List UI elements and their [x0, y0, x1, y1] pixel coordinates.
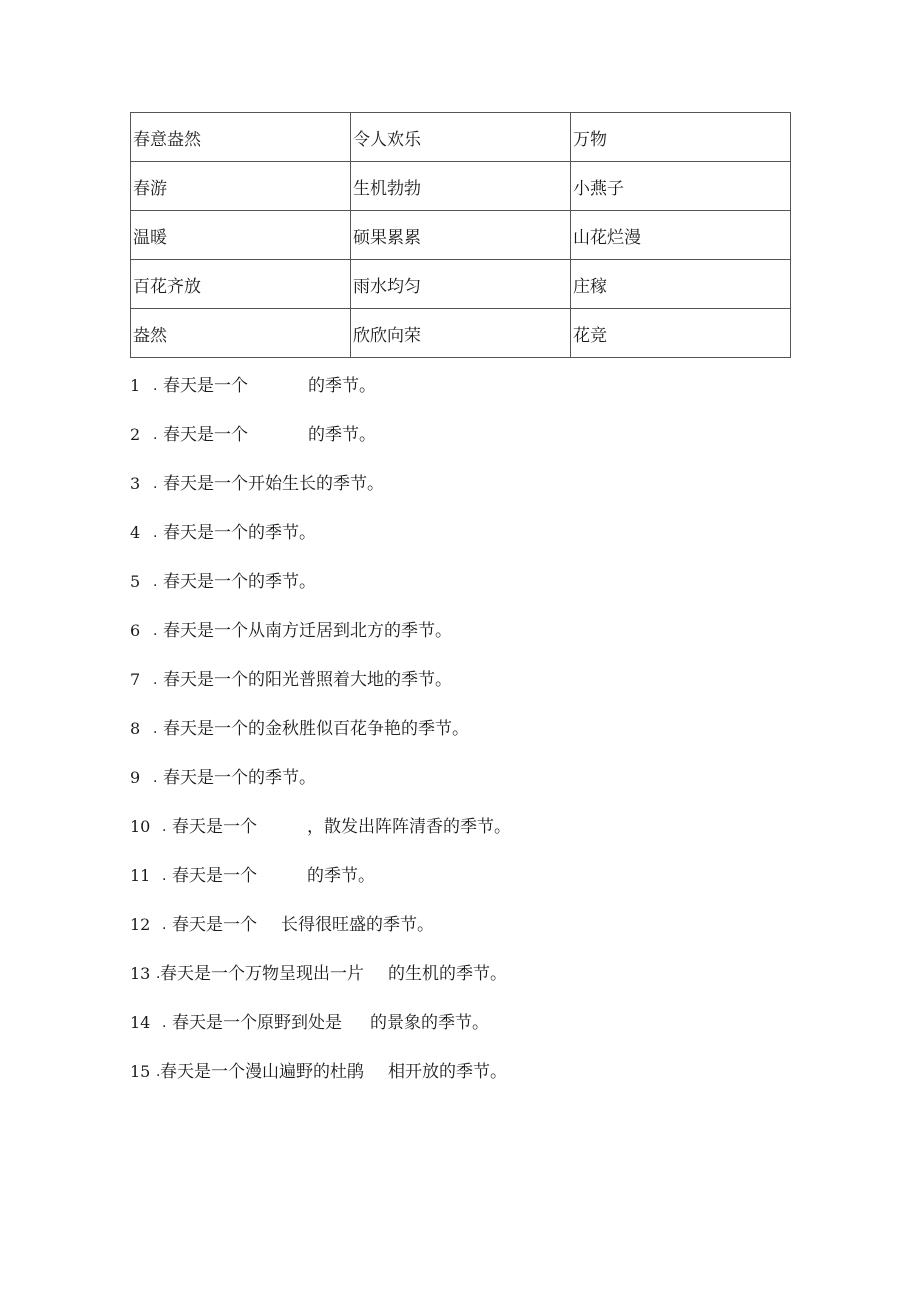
table-cell: 令人欢乐: [351, 113, 571, 162]
sentence-number: 3: [130, 474, 141, 493]
sentence-text-before: 春天是一个: [172, 915, 257, 935]
table-row: [131, 211, 791, 260]
table-cell: 欣欣向荣: [351, 309, 571, 358]
sentence-separator: .: [156, 966, 161, 982]
table-cell: 花竞: [571, 309, 791, 358]
table-cell: 山花烂漫: [571, 211, 791, 260]
sentence-number: 14: [130, 1013, 151, 1032]
sentence-text-after: 的景象的季节。: [370, 1013, 489, 1033]
sentence-text-after: 的季节。: [307, 866, 375, 886]
sentence-separator: .: [162, 917, 167, 933]
sentence-number: 13: [130, 964, 151, 983]
sentence-text-after: 的生机的季节。: [388, 964, 507, 984]
table-cell: 雨水均匀: [351, 260, 571, 309]
sentence-text-after: 长得很旺盛的季节。: [281, 915, 434, 935]
table-row: [131, 113, 791, 162]
table-cell: 春游: [131, 162, 351, 211]
word-bank-table: [130, 112, 791, 358]
sentence-separator: .: [153, 672, 158, 688]
table-cell: 万物: [571, 113, 791, 162]
sentence-item: [130, 862, 810, 911]
sentence-text: 春天是一个的季节。: [163, 523, 316, 543]
sentence-text: 春天是一个开始生长的季节。: [163, 474, 384, 494]
sentence-item: [130, 813, 810, 862]
sentence-number: 2: [130, 425, 141, 444]
sentence-separator: .: [153, 721, 158, 737]
sentence-number: 7: [130, 670, 141, 689]
sentence-item: [130, 666, 810, 715]
sentence-text-before: 春天是一个原野到处是: [172, 1013, 342, 1033]
sentence-number: 8: [130, 719, 141, 738]
sentence-number: 6: [130, 621, 141, 640]
table-cell: 盎然: [131, 309, 351, 358]
sentence-item: [130, 911, 810, 960]
sentence-separator: .: [153, 770, 158, 786]
sentence-text-before: 春天是一个万物呈现出一片: [160, 964, 364, 984]
sentence-separator: .: [153, 574, 158, 590]
sentence-item: [130, 470, 810, 519]
sentence-text-before: 春天是一个: [163, 425, 248, 445]
sentence-separator: .: [153, 378, 158, 394]
sentence-text: 春天是一个的阳光普照着大地的季节。: [163, 670, 452, 690]
table-cell: 硕果累累: [351, 211, 571, 260]
sentence-text: 春天是一个的季节。: [163, 572, 316, 592]
sentence-text-before: 春天是一个: [163, 376, 248, 396]
sentence-item: [130, 421, 810, 470]
sentence-item: [130, 372, 810, 421]
sentence-item: [130, 568, 810, 617]
table-cell: 温暖: [131, 211, 351, 260]
sentence-number: 4: [130, 523, 141, 542]
sentence-text-before: 春天是一个漫山遍野的杜鹃: [160, 1062, 364, 1082]
sentence-separator: .: [153, 525, 158, 541]
table-cell: 小燕子: [571, 162, 791, 211]
table-cell: 生机勃勃: [351, 162, 571, 211]
sentence-number: 10: [130, 817, 151, 836]
sentence-text-after: 相开放的季节。: [388, 1062, 507, 1082]
sentence-item: [130, 715, 810, 764]
table-row: [131, 309, 791, 358]
sentence-number: 15: [130, 1062, 151, 1081]
sentence-item: [130, 1058, 810, 1107]
sentence-separator: .: [162, 868, 167, 884]
sentence-number: 1: [130, 376, 141, 395]
sentence-text-after: ，散发出阵阵清香的季节。: [307, 817, 511, 837]
sentence-text: 春天是一个的金秋胜似百花争艳的季节。: [163, 719, 469, 739]
fill-in-sentence-list: [130, 372, 810, 1107]
table-cell: 庄稼: [571, 260, 791, 309]
sentence-separator: .: [162, 819, 167, 835]
sentence-number: 5: [130, 572, 141, 591]
sentence-text-after: 的季节。: [308, 376, 376, 396]
sentence-separator: .: [153, 427, 158, 443]
table-row: [131, 162, 791, 211]
table-row: [131, 260, 791, 309]
table-cell: 百花齐放: [131, 260, 351, 309]
sentence-item: [130, 617, 810, 666]
table-cell: 春意盎然: [131, 113, 351, 162]
sentence-number: 9: [130, 768, 141, 787]
sentence-text: 春天是一个从南方迁居到北方的季节。: [163, 621, 452, 641]
sentence-number: 12: [130, 915, 151, 934]
sentence-separator: .: [156, 1064, 161, 1080]
sentence-text: 春天是一个的季节。: [163, 768, 316, 788]
sentence-separator: .: [153, 623, 158, 639]
sentence-number: 11: [130, 866, 151, 885]
sentence-text-before: 春天是一个: [172, 817, 257, 837]
sentence-text-before: 春天是一个: [172, 866, 257, 886]
sentence-separator: .: [153, 476, 158, 492]
sentence-separator: .: [162, 1015, 167, 1031]
sentence-text-after: 的季节。: [308, 425, 376, 445]
sentence-item: [130, 1009, 810, 1058]
sentence-item: [130, 764, 810, 813]
sentence-item: [130, 960, 810, 1009]
sentence-item: [130, 519, 810, 568]
